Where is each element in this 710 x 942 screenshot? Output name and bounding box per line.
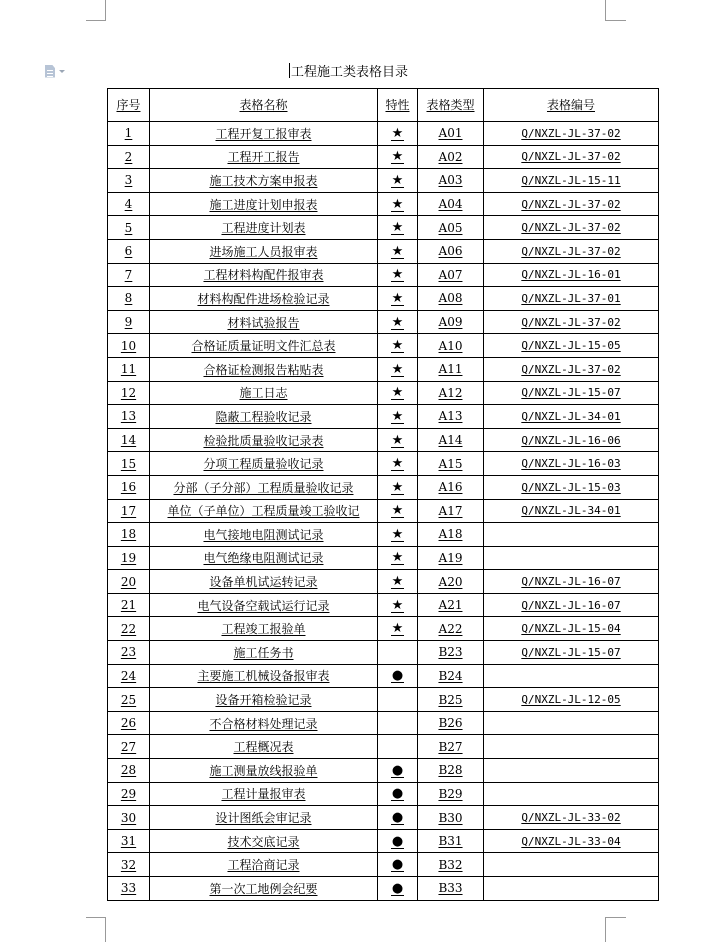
row-name: 工程计量报审表 [150,782,378,806]
star-icon: ★ [391,172,404,188]
row-number: 22 [108,617,150,641]
row-feature [378,216,418,240]
table-row [108,877,659,901]
table-row [108,475,659,499]
row-type: A18 [418,523,484,547]
row-feature [378,452,418,476]
row-name: 施工技术方案申报表 [150,169,378,193]
table-row [108,829,659,853]
row-name: 工程进度计划表 [150,216,378,240]
row-number: 23 [108,641,150,665]
document-icon[interactable] [45,63,71,79]
row-type: A19 [418,546,484,570]
row-feature [378,546,418,570]
star-icon: ★ [391,290,404,306]
row-type: B32 [418,853,484,877]
row-feature [378,570,418,594]
star-icon: ★ [391,196,404,212]
dot-icon: ● [391,668,404,684]
row-code [484,735,659,759]
star-icon: ★ [391,574,404,590]
row-number: 15 [108,452,150,476]
table-row [108,688,659,712]
row-type: A12 [418,381,484,405]
star-icon: ★ [391,621,404,637]
row-feature [378,122,418,146]
row-code: Q/NXZL-JL-16-03 [484,452,659,476]
row-feature [378,499,418,523]
star-icon: ★ [391,503,404,519]
row-code: Q/NXZL-JL-37-02 [484,192,659,216]
crop-mark-bottom-right [605,917,626,942]
row-type: A22 [418,617,484,641]
table-row [108,617,659,641]
row-type: A17 [418,499,484,523]
row-name: 电气设备空载试运行记录 [150,593,378,617]
row-feature [378,428,418,452]
row-name: 工程洽商记录 [150,853,378,877]
row-code: Q/NXZL-JL-15-05 [484,334,659,358]
row-type: B27 [418,735,484,759]
row-type: B30 [418,806,484,830]
row-code: Q/NXZL-JL-16-07 [484,570,659,594]
table-row [108,782,659,806]
chevron-down-icon [59,70,65,73]
row-feature [378,806,418,830]
row-code: Q/NXZL-JL-15-07 [484,641,659,665]
crop-mark-top-right [605,0,626,21]
row-feature [378,853,418,877]
row-name: 工程开复工报审表 [150,122,378,146]
row-feature [378,287,418,311]
row-type: A10 [418,334,484,358]
row-number: 2 [108,145,150,169]
row-name: 检验批质量验收记录表 [150,428,378,452]
header-code: 表格编号 [484,89,659,122]
row-name: 第一次工地例会纪要 [150,877,378,901]
star-icon: ★ [391,456,404,472]
row-type: A21 [418,593,484,617]
row-code: Q/NXZL-JL-37-02 [484,216,659,240]
row-name: 进场施工人员报审表 [150,239,378,263]
row-code [484,877,659,901]
row-type: B24 [418,664,484,688]
dot-icon: ● [391,762,404,778]
row-number: 26 [108,711,150,735]
star-icon: ★ [391,267,404,283]
row-number: 32 [108,853,150,877]
row-type: A04 [418,192,484,216]
row-type: A20 [418,570,484,594]
row-type: B25 [418,688,484,712]
row-code: Q/NXZL-JL-34-01 [484,405,659,429]
row-name: 工程概况表 [150,735,378,759]
row-feature [378,593,418,617]
row-type: A11 [418,357,484,381]
row-code: Q/NXZL-JL-15-07 [484,381,659,405]
table-row [108,523,659,547]
dot-icon: ● [391,786,404,802]
row-type: A13 [418,405,484,429]
row-type: A03 [418,169,484,193]
table-row [108,759,659,783]
row-name: 工程竣工报验单 [150,617,378,641]
star-icon: ★ [391,550,404,566]
row-number: 17 [108,499,150,523]
row-name: 分项工程质量验收记录 [150,452,378,476]
row-number: 3 [108,169,150,193]
row-number: 30 [108,806,150,830]
row-name: 施工日志 [150,381,378,405]
table-row [108,570,659,594]
row-feature [378,711,418,735]
row-name: 合格证检测报告粘贴表 [150,357,378,381]
table-row [108,334,659,358]
row-type: B28 [418,759,484,783]
row-code [484,523,659,547]
row-type: A01 [418,122,484,146]
row-feature [378,239,418,263]
row-number: 20 [108,570,150,594]
table-row [108,169,659,193]
crop-mark-top-left [86,0,106,21]
row-feature [378,475,418,499]
table-row [108,593,659,617]
row-type: A09 [418,310,484,334]
star-icon: ★ [391,314,404,330]
row-number: 21 [108,593,150,617]
row-number: 6 [108,239,150,263]
table-row [108,263,659,287]
row-code: Q/NXZL-JL-15-03 [484,475,659,499]
row-code: Q/NXZL-JL-37-01 [484,287,659,311]
table-row [108,806,659,830]
row-name: 电气绝缘电阻测试记录 [150,546,378,570]
crop-mark-bottom-left [86,917,106,942]
row-code: Q/NXZL-JL-16-01 [484,263,659,287]
star-icon: ★ [391,526,404,542]
row-type: B26 [418,711,484,735]
row-name: 技术交底记录 [150,829,378,853]
row-number: 24 [108,664,150,688]
row-type: A15 [418,452,484,476]
row-number: 18 [108,523,150,547]
row-code [484,664,659,688]
star-icon: ★ [391,385,404,401]
dot-icon: ● [391,880,404,896]
star-icon: ★ [391,220,404,236]
row-type: A16 [418,475,484,499]
row-name: 材料构配件进场检验记录 [150,287,378,311]
table-row [108,381,659,405]
row-code: Q/NXZL-JL-37-02 [484,239,659,263]
row-feature [378,735,418,759]
star-icon: ★ [391,149,404,165]
row-number: 29 [108,782,150,806]
row-number: 33 [108,877,150,901]
row-type: B33 [418,877,484,901]
table-row [108,122,659,146]
table-row [108,405,659,429]
row-name: 主要施工机械设备报审表 [150,664,378,688]
table-row [108,145,659,169]
row-feature [378,405,418,429]
row-number: 7 [108,263,150,287]
row-code: Q/NXZL-JL-15-11 [484,169,659,193]
row-number: 5 [108,216,150,240]
page-icon [45,65,55,78]
table-row [108,216,659,240]
row-feature [378,688,418,712]
row-type: B29 [418,782,484,806]
row-type: A08 [418,287,484,311]
table-row [108,452,659,476]
row-name: 工程开工报告 [150,145,378,169]
row-type: A02 [418,145,484,169]
star-icon: ★ [391,243,404,259]
row-feature [378,263,418,287]
row-feature [378,782,418,806]
table-header-row [108,89,659,122]
table-row [108,192,659,216]
row-code [484,782,659,806]
row-feature [378,617,418,641]
row-code: Q/NXZL-JL-33-04 [484,829,659,853]
star-icon: ★ [391,338,404,354]
header-no: 序号 [108,89,150,122]
row-type: B31 [418,829,484,853]
row-name: 设备开箱检验记录 [150,688,378,712]
row-number: 10 [108,334,150,358]
row-feature [378,334,418,358]
row-name: 隐蔽工程验收记录 [150,405,378,429]
row-feature [378,310,418,334]
row-code [484,853,659,877]
table-row [108,239,659,263]
star-icon: ★ [391,597,404,613]
row-number: 4 [108,192,150,216]
row-number: 8 [108,287,150,311]
row-feature [378,523,418,547]
row-type: B23 [418,641,484,665]
text-cursor [289,63,290,78]
star-icon: ★ [391,432,404,448]
dot-icon: ● [391,810,404,826]
table-row [108,428,659,452]
table-row [108,735,659,759]
row-code: Q/NXZL-JL-37-02 [484,122,659,146]
star-icon: ★ [391,479,404,495]
row-code: Q/NXZL-JL-15-04 [484,617,659,641]
form-catalog-table [107,88,659,901]
row-name: 设备单机试运转记录 [150,570,378,594]
row-code: Q/NXZL-JL-37-02 [484,357,659,381]
row-code: Q/NXZL-JL-34-01 [484,499,659,523]
row-number: 1 [108,122,150,146]
row-feature [378,145,418,169]
header-type: 表格类型 [418,89,484,122]
table-row [108,357,659,381]
row-code: Q/NXZL-JL-16-06 [484,428,659,452]
row-type: A05 [418,216,484,240]
star-icon: ★ [391,361,404,377]
row-code: Q/NXZL-JL-33-02 [484,806,659,830]
row-number: 27 [108,735,150,759]
row-name: 合格证质量证明文件汇总表 [150,334,378,358]
row-number: 31 [108,829,150,853]
row-name: 分部（子分部）工程质量验收记录 [150,475,378,499]
table-row [108,853,659,877]
row-feature [378,192,418,216]
row-name: 不合格材料处理记录 [150,711,378,735]
row-number: 12 [108,381,150,405]
star-icon: ★ [391,125,404,141]
row-number: 19 [108,546,150,570]
row-feature [378,357,418,381]
row-feature [378,641,418,665]
row-number: 28 [108,759,150,783]
table-row [108,641,659,665]
table-row [108,310,659,334]
page-title: 工程施工类表格目录 [291,65,409,80]
row-code: Q/NXZL-JL-12-05 [484,688,659,712]
header-name: 表格名称 [150,89,378,122]
header-feature: 特性 [378,89,418,122]
row-name: 施工测量放线报验单 [150,759,378,783]
row-number: 11 [108,357,150,381]
row-name: 设计图纸会审记录 [150,806,378,830]
table-body [108,122,659,901]
row-feature [378,381,418,405]
row-code [484,759,659,783]
row-type: A14 [418,428,484,452]
row-number: 9 [108,310,150,334]
row-code: Q/NXZL-JL-37-02 [484,145,659,169]
table-row [108,287,659,311]
row-code: Q/NXZL-JL-16-07 [484,593,659,617]
row-number: 13 [108,405,150,429]
dot-icon: ● [391,833,404,849]
row-code [484,711,659,735]
row-feature [378,829,418,853]
row-name: 电气接地电阻测试记录 [150,523,378,547]
row-number: 25 [108,688,150,712]
row-number: 14 [108,428,150,452]
row-feature [378,877,418,901]
row-name: 单位（子单位）工程质量竣工验收记 [150,499,378,523]
row-name: 施工任务书 [150,641,378,665]
table-row [108,546,659,570]
table-row [108,664,659,688]
row-feature [378,169,418,193]
row-name: 施工进度计划申报表 [150,192,378,216]
dot-icon: ● [391,857,404,873]
row-name: 材料试验报告 [150,310,378,334]
row-feature [378,759,418,783]
row-number: 16 [108,475,150,499]
row-name: 工程材料构配件报审表 [150,263,378,287]
table-row [108,711,659,735]
star-icon: ★ [391,408,404,424]
row-feature [378,664,418,688]
row-type: A06 [418,239,484,263]
row-code: Q/NXZL-JL-37-02 [484,310,659,334]
row-code [484,546,659,570]
row-type: A07 [418,263,484,287]
table-row [108,499,659,523]
